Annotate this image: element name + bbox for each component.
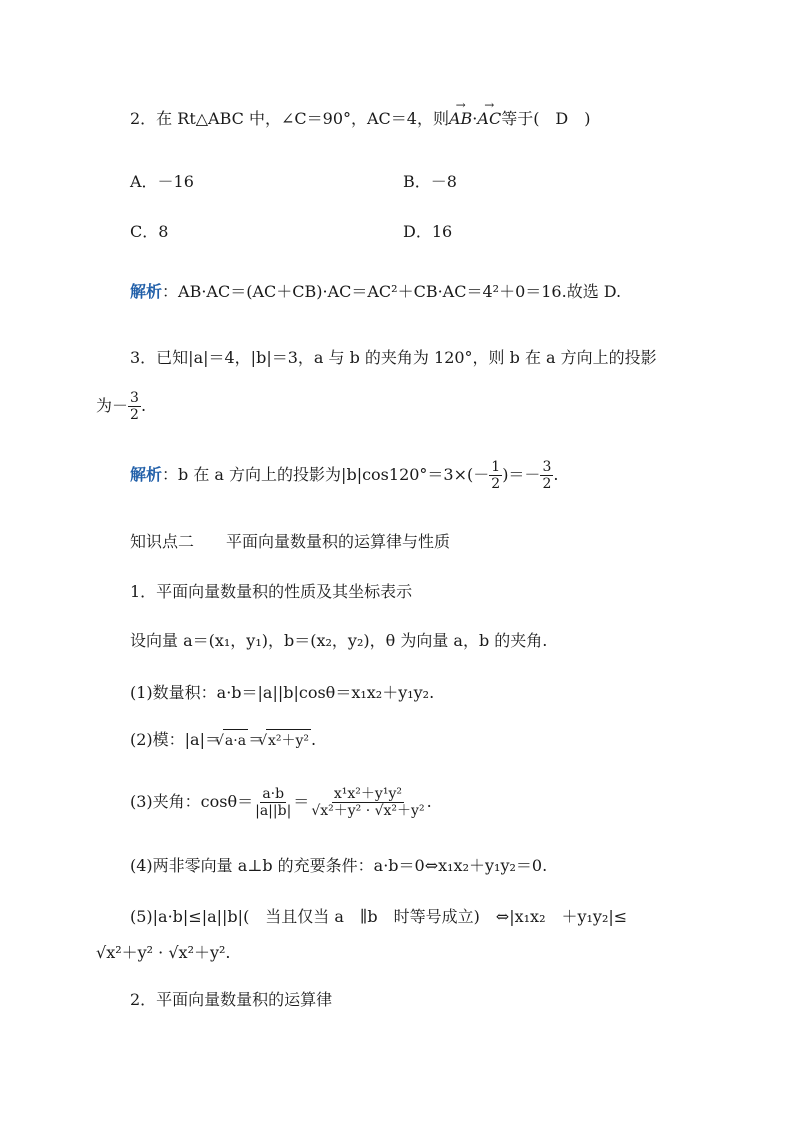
- q3-answer-prefix: 为－: [96, 396, 129, 415]
- property-2-eq: ＝: [248, 730, 265, 749]
- q3-fraction: [128, 390, 141, 423]
- q2-option-d: D．16: [403, 222, 453, 241]
- q3-answer-frac2-num: 3: [542, 459, 552, 475]
- section-title: 知识点二 平面向量数量积的运算律与性质: [130, 532, 451, 551]
- property-3-end: .: [426, 792, 432, 811]
- property-3-frac1-num: a·b: [262, 786, 285, 802]
- q3-answer-frac2-den: 2: [542, 476, 552, 492]
- property-4: (4)两非零向量 a⊥b 的充要条件：a·b＝0⇔x₁x₂＋y₁y₂＝0.: [130, 856, 548, 875]
- q2-option-a: A．－16: [130, 172, 194, 191]
- property-3-frac2-den: √x²＋y² · √x²＋y²: [311, 803, 425, 819]
- vector-ab: → AB: [449, 108, 472, 130]
- property-2: [130, 729, 316, 752]
- q2-option-b: B．－8: [403, 172, 457, 191]
- section-heading-1: 1．平面向量数量积的性质及其坐标表示: [130, 582, 413, 601]
- section-heading-2: 2．平面向量数量积的运算律: [130, 990, 333, 1009]
- property-5-line1: (5)|a·b|≤|a||b|( 当且仅当 a ∥b 时等号成立) ⇔|x₁x₂ ＋y₁y₂|≤: [130, 907, 628, 926]
- property-3-frac1: [253, 786, 293, 819]
- property-2-end: .: [311, 730, 317, 749]
- property-2-sqrt1: √ a·a: [223, 729, 248, 752]
- q2-answer-text: ：AB·AC＝(AC＋CB)·AC＝AC²＋CB·AC＝4²＋0＝16.故选 D.: [162, 282, 622, 301]
- property-5-line2: √x²＋y² · √x²＋y².: [96, 943, 231, 962]
- q2-answer-label: 解析: [130, 282, 163, 301]
- property-2-prefix: (2)模：|a|＝: [130, 730, 221, 749]
- section-intro: 设向量 a＝(x₁，y₁)，b＝(x₂，y₂)，θ 为向量 a，b 的夹角.: [130, 631, 548, 650]
- q2-stem-suffix: 等于( D ): [501, 109, 591, 128]
- property-3-prefix: (3)夹角：cosθ＝: [130, 792, 254, 811]
- q3-answer-frac1-num: 1: [491, 459, 501, 475]
- q2-answer: [130, 281, 621, 303]
- property-3-frac1-den: |a||b|: [255, 803, 292, 819]
- q3-answer-mid: )＝－: [502, 465, 541, 484]
- q3-fraction-num: 3: [130, 390, 139, 406]
- q3-answer-label: 解析: [130, 465, 163, 484]
- property-3-frac2: [309, 786, 426, 819]
- property-3-frac2-num: x¹x²＋y¹y²: [333, 786, 402, 802]
- q3-answer-frac2: [540, 459, 553, 492]
- property-2-sqrt2: √ x²＋y²: [266, 729, 311, 752]
- q2-stem: 2．在 Rt△ABC 中，∠C＝90°，AC＝4，则→ AB·→ AC等于( D ): [130, 108, 591, 130]
- q3-answer-text: ：b 在 a 方向上的投影为|b|cos120°＝3×(－: [162, 465, 490, 484]
- q3-answer-end: .: [553, 465, 559, 484]
- q3-answer-frac1-den: 2: [491, 476, 501, 492]
- q3-answer: [130, 457, 558, 493]
- q3-stem-line2: 为－ $\frac{3}{2}$ .: [96, 390, 147, 423]
- q3-fraction-den: 2: [130, 407, 139, 423]
- q2-stem-text: 2．在 Rt△ABC 中，∠C＝90°，AC＝4，则: [130, 109, 449, 128]
- property-1: (1)数量积：a·b＝|a||b|cosθ＝x₁x₂＋y₁y₂.: [130, 683, 435, 702]
- q3-stem: 3．已知|a|＝4，|b|＝3，a 与 b 的夹角为 120°，则 b 在 a 方向上的投影: [130, 348, 657, 367]
- property-3-eq: ＝: [293, 792, 310, 811]
- q3-answer-frac1: [489, 459, 502, 492]
- q2-option-c: C．8: [130, 222, 169, 241]
- property-3: [130, 776, 432, 828]
- vector-ac: → AC: [477, 108, 501, 130]
